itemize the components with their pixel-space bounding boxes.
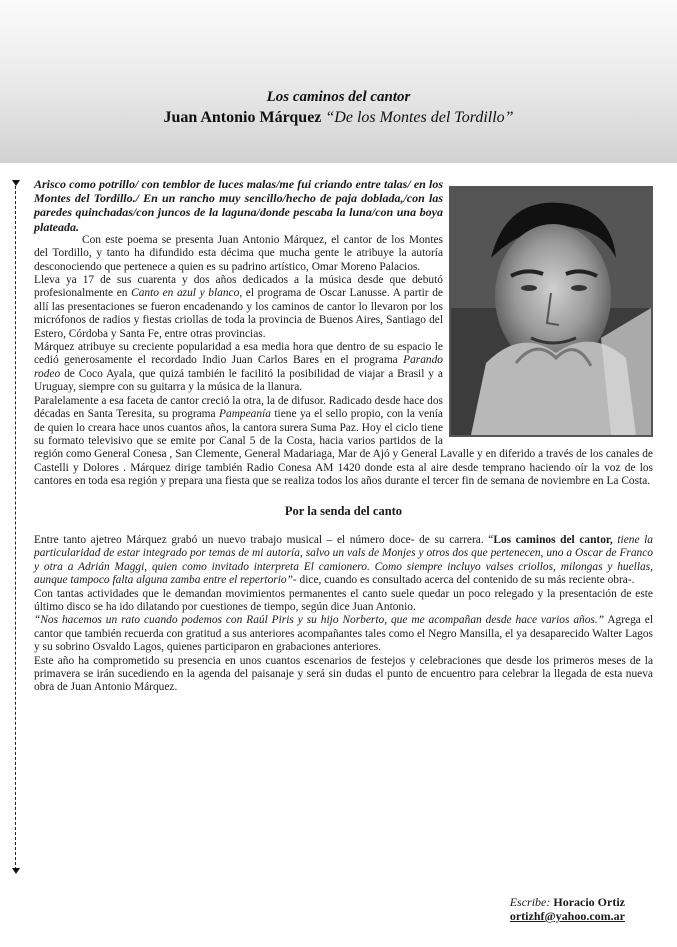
section-heading: Por la senda del canto	[284, 503, 403, 518]
byline-email-link[interactable]: ortizhf@yahoo.com.ar	[509, 909, 625, 923]
paragraph: Paralelamente a esa faceta de cantor creció la otra, la de difusor. Radicado desde hace dos décadas en Santa Teresita, su programa Pampeanía tiene ya el sello propio, con la venía de quien lo creara hace unos cuantos años, la cantora surera Suma Paz. Hoy el ciclo tiene su formato televisivo que se emite por Canal 5 de la Costa, hacia varios partidos de la región como General Conesa , San Clemente, General Madariaga, Mar de Ajó y General Lavalle y en diferido a través de los canales de Castelli y Dolores . Márquez dirige también Radio Conesa AM 1420 donde esta al aire desde temprano haciendo oír la voz de los cantores en toda esa región y prepara una fiesta que se realiza todos los años durante el tercer fin de semana de noviembre en La Costa.	[34, 394, 653, 488]
paragraph: Con este poema se presenta Juan Antonio Márquez, el cantor de los Montes del Tordillo, y tanto ha difundido esta décima que mucha gente le atribuye la autoría desconociendo que pertenece a quien es su padrino artístico, Omar Moreno Palacios.	[34, 233, 443, 273]
margin-rule	[15, 186, 16, 870]
subtitle-nickname: “De los Montes del Tordillo”	[325, 109, 514, 126]
paragraph: Este año ha comprometido su presencia en unos cuantos escenarios de festejos y celebraciones que desde los primeros meses de la primavera se irán sucediendo en la agenda del paisanaje y será sin dudas el punto de encuentro para celebrar la llegada de esta nueva obra de Juan Antonio Márquez.	[34, 654, 653, 694]
article-subtitle	[0, 109, 677, 127]
arrow-down-icon	[12, 180, 20, 186]
arrow-down-icon	[12, 868, 20, 874]
subtitle-name: Juan Antonio Márquez	[163, 109, 322, 126]
byline-label: Escribe:	[509, 895, 551, 909]
article-title: Los caminos del cantor	[266, 89, 411, 105]
paragraph: Con tantas actividades que le demandan movimientos permanentes el canto suele quedar un poco relegado y la presentación de este último disco se ha ido dilatando por cuestiones de tiempo, según dice Juan Antonio.	[34, 587, 653, 613]
paragraph: Entre tanto ajetreo Márquez grabó un nuevo trabajo musical – el número doce- de su carrera. “Los caminos del cantor, tiene la particularidad de estar integrado por temas de mi autoría, salvo un vals de Monjes y otros dos que pertenecen, uno a Oscar de Franco y otra a Adrián Maggi, quien como invitado interpreta El camionero. Como siempre incluyo valses criollos, milongas y huellas, aunque tampoco falta alguna zamba entre el repertorio”- dice, cuando es consultado acerca del contenido de su más reciente obra-.	[34, 533, 653, 587]
header-banner	[0, 0, 677, 163]
byline-author: Horacio Ortiz	[553, 895, 625, 909]
paragraph: Lleva ya 17 de sus cuarenta y dos años dedicados a la música desde que debutó profesionalmente en Canto en azul y blanco, el programa de Oscar Lanusse. A partir de allí las presentaciones se fueron encadenando y los caminos de cantor lo llevaron por los micrófonos de radios y fiestas criollas de toda la provincia de Buenos Aires, Santiago del Estero, Córdoba y Santa Fe, entre otras provincias.	[34, 274, 443, 340]
paragraph: “Nos hacemos un rato cuando podemos con Raúl Piris y su hijo Norberto, que me acompañan desde hace varios años.” Agrega el cantor que también recuerda con gratitud a sus anteriores acompañantes tales como el Negro Mansilla, el ya desaparecido Walter Lagos y su sobrino Osvaldo Lagos, quienes participaron en grabaciones anteriores.	[34, 614, 653, 654]
article-body	[34, 177, 653, 695]
byline	[470, 895, 625, 923]
paragraph: Márquez atribuye su creciente popularidad a esa media hora que dentro de su espacio le cedió generosamente el recordado Indio Juan Carlos Bares en el programa Parando rodeo de Coco Ayala, que quizá también le facilitó la posibilidad de viajar a Brasil y a Uruguay, siempre con su guitarra y la música de la llanura.	[34, 341, 443, 394]
intro-poem: Arisco como potrillo/ con temblor de luces malas/me fui criando entre talas/ en los Montes del Tordillo./ En un rancho muy sencillo/hecho de paja doblada,/con las paredes quinchadas/con juncos de la laguna/donde pescaba la luna/con una boya plateada.	[34, 177, 443, 234]
